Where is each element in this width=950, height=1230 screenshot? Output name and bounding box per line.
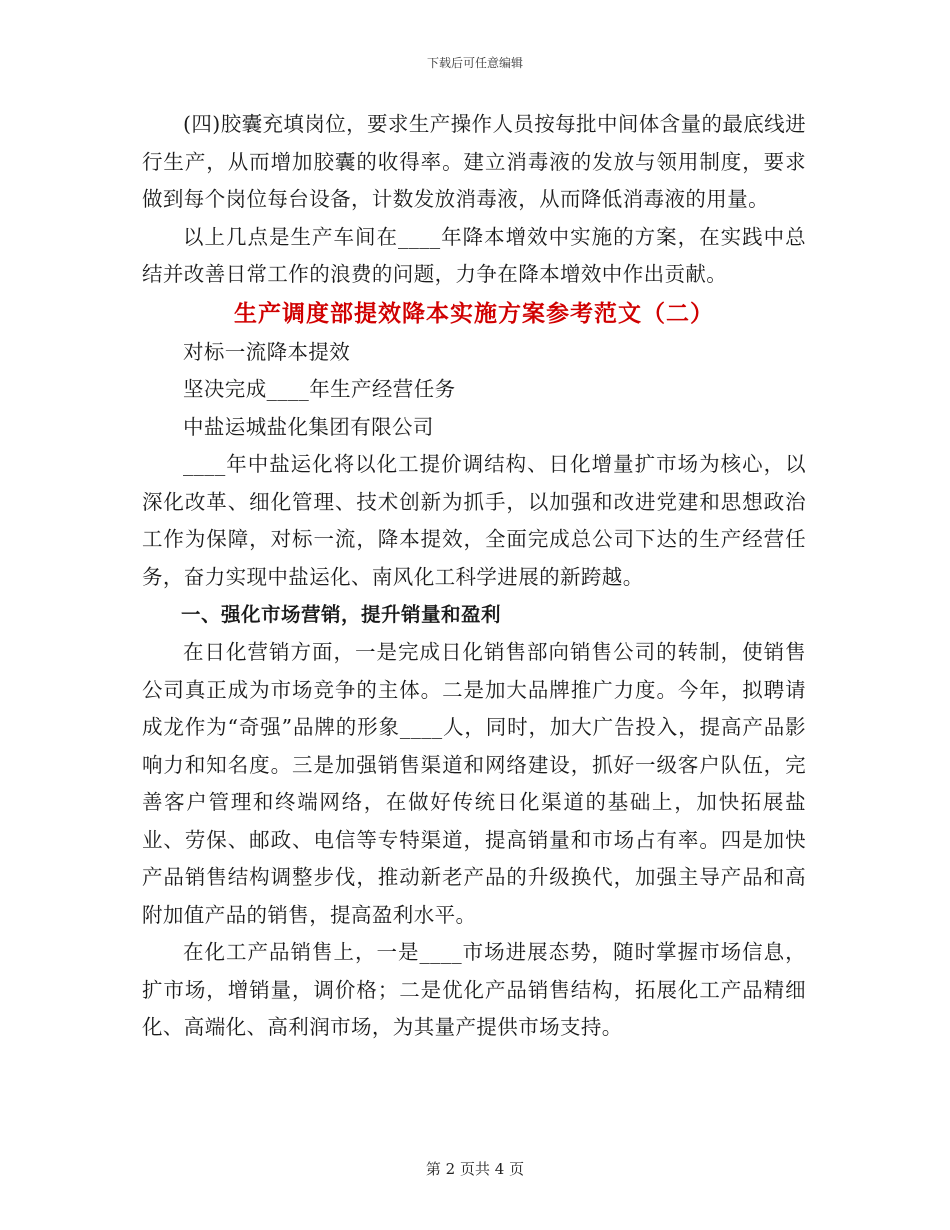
page-number: 第 2 页共 4 页 <box>425 1160 525 1178</box>
paragraph-chemical-product-sales: 在化工产品销售上，一是____市场进展态势，随时掌握市场信息，扩市场，增销量，调价格；二是优化产品销售结构，拓展化工产品精细化、高端化、高利润市场，为其量产提供市场支持。 <box>142 940 806 1039</box>
paragraph-summary: 以上几点是生产车间在____年降本增效中实施的方案，在实践中总结并改善日常工作的浪费的问题，力争在降本增效中作出贡献。 <box>142 224 806 286</box>
paragraph-intro: ____年中盐运化将以化工提价调结构、日化增量扩市场为核心，以深化改革、细化管理、技术创新为抓手，以加强和改进党建和思想政治工作为保障，对标一流，降本提效，全面完成总公司下达的生产经营任务，奋力实现中盐运化、南风化工科学进展的新跨越。 <box>142 452 806 589</box>
document-heading: 生产调度部提效降本实施方案参考范文（二） <box>234 300 714 327</box>
section-title-marketing: 一、强化市场营销，提升销量和盈利 <box>181 603 502 626</box>
subtitle-line-company: 中盐运城盐化集团有限公司 <box>183 414 434 439</box>
paragraph-capsule-filling: (四)胶囊充填岗位，要求生产操作人员按每批中间体含量的最底线进行生产，从而增加胶囊的收得率。建立消毒液的发放与领用制度，要求做到每个岗位每台设备，计数发放消毒液，从而降低消毒液的用量。 <box>142 112 806 211</box>
paragraph-daily-chemical-sales: 在日化营销方面，一是完成日化销售部向销售公司的转制，使销售公司真正成为市场竞争的主体。二是加大品牌推广力度。今年，拟聘请成龙作为“奇强”品牌的形象____人，同时，加大广告投入，提高产品影响力和知名度。三是加强销售渠道和网络建设，抓好一级客户队伍，完善客户管理和终端网络，在做好传统日化渠道的基础上，加快拓展盐业、劳保、邮政、电信等专特渠道，提高销量和市场占有率。四是加快产品销售结构调整步伐，推动新老产品的升级换代，加强主导产品和高附加值产品的销售，提高盈利水平。 <box>142 640 806 927</box>
page-header-note: 下载后可任意编辑 <box>426 56 523 70</box>
document-body <box>142 106 806 1047</box>
subtitle-line-task: 坚决完成____年生产经营任务 <box>183 377 456 401</box>
subtitle-line-benchmark: 对标一流降本提效 <box>183 339 351 364</box>
